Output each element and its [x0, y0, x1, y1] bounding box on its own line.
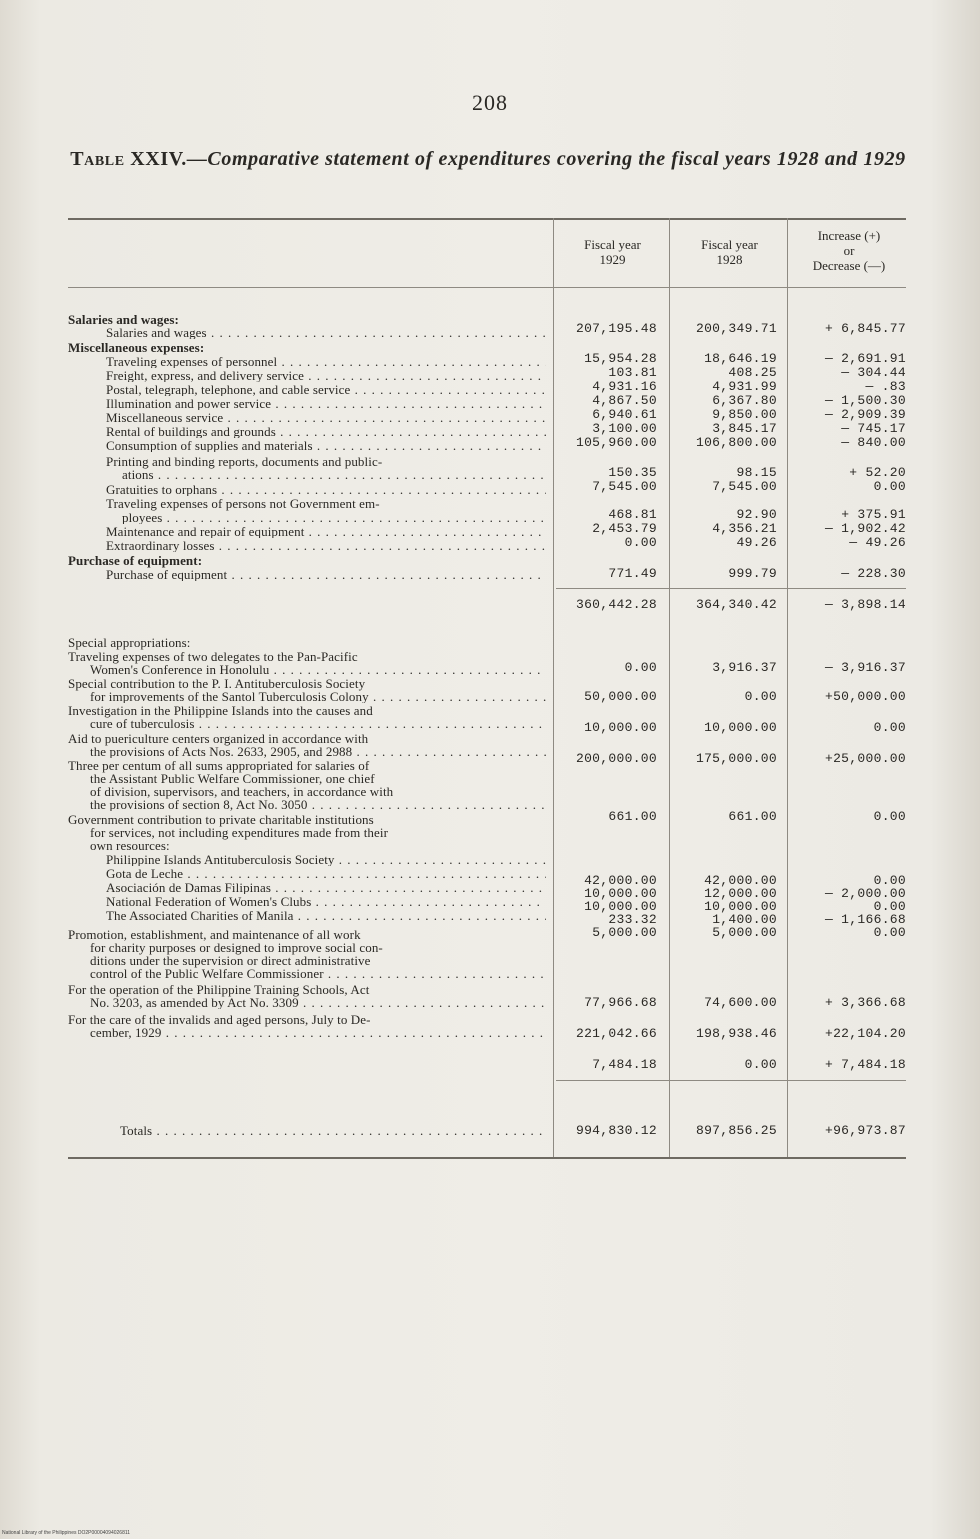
totals-label	[120, 1124, 546, 1137]
section-heading: Purchase of equipment:	[68, 553, 203, 568]
header-line: 1929	[599, 252, 626, 267]
header-line: Fiscal year	[584, 237, 641, 252]
row-label-text: Consumption of supplies and materials . . .	[106, 439, 546, 452]
value-1928: 74,600.00	[704, 995, 777, 1010]
row-label-text: Philippine Islands Antituberculosis Society . . .	[106, 853, 546, 866]
section-heading: Salaries and wages:	[68, 312, 179, 327]
header-line: 1928	[716, 252, 743, 267]
value-change: + 3,366.68	[824, 995, 906, 1010]
header-line: Fiscal year	[701, 237, 758, 252]
row-label	[106, 867, 546, 880]
row-label: Traveling expenses of persons not Government em-	[106, 496, 380, 511]
row-label-text: for improvements of the Santol Tuberculosis Colony . . .	[90, 690, 546, 703]
row-label	[122, 511, 546, 524]
row-label	[106, 326, 546, 339]
value-change: +25,000.00	[824, 751, 906, 766]
row-label-text: the provisions of Acts Nos. 2633, 2905, and 2988 . . .	[90, 745, 546, 758]
row-label-text: Purchase of equipment . . .	[106, 568, 546, 581]
row-label	[106, 881, 546, 894]
row-label	[106, 425, 546, 438]
row-label	[90, 967, 546, 980]
total-change: +96,973.87	[824, 1123, 906, 1138]
value-1929: 10,000.00	[584, 899, 657, 914]
totals-label-text: Totals . . .	[120, 1124, 543, 1137]
caption-title: Comparative statement of expenditures covering the fiscal years 1928 and 1929	[207, 148, 906, 170]
row-label: Investigation in the Philippine Islands into the causes and	[68, 703, 373, 718]
row-label: Traveling expenses of two delegates to the Pan-Pacific	[68, 649, 358, 664]
value-1928: 408.25	[728, 365, 777, 380]
subtotal-change: — 3,898.14	[824, 597, 906, 612]
row-label-text: Gota de Leche . . .	[106, 867, 546, 880]
value-1928: 92.90	[736, 507, 777, 522]
row-label: for charity purposes or designed to improve social con-	[90, 940, 383, 955]
value-1928: 18,646.19	[704, 351, 777, 366]
page-number: 208	[472, 90, 508, 115]
value-1929: 10,000.00	[584, 886, 657, 901]
value-1928: 3,845.17	[712, 421, 777, 436]
value-1929: 4,867.50	[592, 393, 657, 408]
row-label-text: Rental of buildings and grounds . . .	[106, 425, 546, 438]
table-top-rule	[68, 218, 906, 220]
value-change: 0.00	[873, 720, 906, 735]
row-label: Government contribution to private charitable institutions	[68, 812, 374, 827]
total-1929: 994,830.12	[575, 1123, 657, 1138]
row-label	[106, 539, 546, 552]
row-label-text: ployees . . .	[122, 511, 546, 524]
value-1929: 2,453.79	[592, 521, 657, 536]
section-heading: Miscellaneous expenses:	[68, 340, 205, 355]
value-1928: 10,000.00	[704, 899, 777, 914]
value-1928: 42,000.00	[704, 873, 777, 888]
row-label: the Assistant Public Welfare Commissioner, one chief	[90, 771, 375, 786]
value-1929: 150.35	[608, 465, 657, 480]
row-label	[90, 745, 546, 758]
row-label-text: Asociación de Damas Filipinas . . .	[106, 881, 546, 894]
value-change: — 3,916.37	[824, 660, 906, 675]
row-label	[90, 717, 546, 730]
value-change: — 1,500.30	[824, 393, 906, 408]
value-change: — 840.00	[841, 435, 906, 450]
row-label-text: Women's Conference in Honolulu . . .	[90, 663, 546, 676]
value-1928: 10,000.00	[704, 720, 777, 735]
value-1928: 999.79	[728, 566, 777, 581]
row-label	[122, 468, 546, 481]
subtotal-rule	[556, 588, 906, 589]
row-label	[106, 411, 546, 424]
caption-lead: Table XXIV.—	[70, 148, 208, 170]
row-label	[106, 909, 546, 922]
value-1929: 0.00	[624, 535, 657, 550]
value-change: — 304.44	[841, 365, 906, 380]
value-1929: 221,042.66	[575, 1026, 657, 1041]
row-label-text: Postal, telegraph, telephone, and cable service . . .	[106, 383, 546, 396]
value-change: — 745.17	[841, 421, 906, 436]
value-1928: 3,916.37	[712, 660, 777, 675]
row-label-text: Gratuities to orphans . . .	[106, 483, 546, 496]
value-1929: 103.81	[608, 365, 657, 380]
subtotal-1928: 364,340.42	[695, 597, 777, 612]
value-1929: 50,000.00	[584, 689, 657, 704]
value-1928: 98.15	[736, 465, 777, 480]
row-label-text: cember, 1929 . . .	[90, 1026, 546, 1039]
value-change: — 1,166.68	[824, 912, 906, 927]
total-1928: 897,856.25	[695, 1123, 777, 1138]
value-1929: 468.81	[608, 507, 657, 522]
header-line: Decrease (—)	[812, 258, 886, 273]
value-change: 0.00	[873, 873, 906, 888]
value-1929: 4,931.16	[592, 379, 657, 394]
value-1928: 1,400.00	[712, 912, 777, 927]
column-divider	[669, 218, 670, 1157]
row-label: of division, supervisors, and teachers, in accordance with	[90, 784, 394, 799]
value-1929: 5,000.00	[592, 925, 657, 940]
value-1929: 233.32	[608, 912, 657, 927]
value-change: 0.00	[873, 899, 906, 914]
column-divider	[553, 218, 554, 1157]
value-change: + 6,845.77	[824, 321, 906, 336]
row-label-text: the provisions of section 8, Act No. 3050 . . .	[90, 798, 546, 811]
value-1928: 661.00	[728, 809, 777, 824]
value-change: — 1,902.42	[824, 521, 906, 536]
row-label-text: Traveling expenses of personnel . . .	[106, 355, 546, 368]
value-1928: 106,800.00	[695, 435, 777, 450]
subtotal-1929: 360,442.28	[575, 597, 657, 612]
row-label: Special contribution to the P. I. Antituberculosis Society	[68, 676, 366, 691]
value-1929: 771.49	[608, 566, 657, 581]
row-label	[106, 568, 546, 581]
row-label-text: Extraordinary losses . . .	[106, 539, 546, 552]
value-1929: 15,954.28	[584, 351, 657, 366]
value-1928: 7,545.00	[712, 479, 777, 494]
value-1928: 12,000.00	[704, 886, 777, 901]
value-1929: 7,545.00	[592, 479, 657, 494]
row-label: Printing and binding reports, documents and public-	[106, 454, 383, 469]
value-change: — 2,000.00	[824, 886, 906, 901]
value-1928: 0.00	[744, 1057, 777, 1072]
value-change: — 49.26	[849, 535, 906, 550]
value-1929: 661.00	[608, 809, 657, 824]
value-change: + 375.91	[841, 507, 906, 522]
value-change: +22,104.20	[824, 1026, 906, 1041]
value-1928: 6,367.80	[712, 393, 777, 408]
value-1928: 198,938.46	[695, 1026, 777, 1041]
value-1929: 10,000.00	[584, 720, 657, 735]
column-header-1928	[672, 237, 787, 267]
value-change: — 2,909.39	[824, 407, 906, 422]
value-1928: 49.26	[736, 535, 777, 550]
row-label-text: National Federation of Women's Clubs . . .	[106, 895, 546, 908]
row-label-text: control of the Public Welfare Commissioner . . .	[90, 967, 546, 980]
value-1928: 5,000.00	[712, 925, 777, 940]
value-1929: 77,966.68	[584, 995, 657, 1010]
row-label	[90, 798, 546, 811]
row-label	[106, 895, 546, 908]
value-1929: 6,940.61	[592, 407, 657, 422]
row-label: Three per centum of all sums appropriated for salaries of	[68, 758, 370, 773]
value-1929: 207,195.48	[575, 321, 657, 336]
table-caption	[68, 144, 908, 174]
section-heading: Special appropriations:	[68, 635, 191, 650]
value-1928: 4,356.21	[712, 521, 777, 536]
value-1929: 42,000.00	[584, 873, 657, 888]
column-header-change	[790, 228, 908, 273]
row-label-text: No. 3203, as amended by Act No. 3309 . . .	[90, 996, 546, 1009]
row-label: Promotion, establishment, and maintenance of all work	[68, 927, 361, 942]
row-label	[90, 663, 546, 676]
row-label-text: ations . . .	[122, 468, 545, 481]
row-label-text: Salaries and wages . . .	[106, 326, 546, 339]
row-label	[90, 690, 546, 703]
row-label-text: Miscellaneous service . . .	[106, 411, 546, 424]
value-1928: 0.00	[744, 689, 777, 704]
column-header-1929	[556, 237, 669, 267]
totals-rule	[556, 1080, 906, 1081]
row-label	[106, 853, 546, 866]
column-divider	[787, 218, 788, 1157]
value-change: +50,000.00	[824, 689, 906, 704]
footer-attribution: National Library of the Philippines DO2P00004094026811	[2, 1530, 131, 1536]
header-line: Increase (+)	[817, 228, 881, 243]
row-label	[106, 397, 546, 410]
value-change: 0.00	[873, 479, 906, 494]
value-change: — 2,691.91	[824, 351, 906, 366]
row-label: own resources:	[90, 838, 170, 853]
row-label: for services, not including expenditures made from their	[90, 825, 389, 840]
value-1929: 105,960.00	[575, 435, 657, 450]
row-label: For the operation of the Philippine Training Schools, Act	[68, 982, 370, 997]
row-label	[106, 369, 546, 382]
row-label	[106, 439, 546, 452]
value-change: + 52.20	[849, 465, 906, 480]
row-label: Aid to puericulture centers organized in accordance with	[68, 731, 369, 746]
value-1929: 200,000.00	[575, 751, 657, 766]
value-1928: 200,349.71	[695, 321, 777, 336]
row-label-text: Freight, express, and delivery service . . .	[106, 369, 546, 382]
value-1928: 9,850.00	[712, 407, 777, 422]
table-header-rule	[68, 287, 906, 288]
row-label-text: cure of tuberculosis . . .	[90, 717, 546, 730]
row-label	[106, 525, 546, 538]
row-label: ditions under the supervision or direct administrative	[90, 953, 371, 968]
row-label-text: Maintenance and repair of equipment . . .	[106, 525, 546, 538]
header-line: or	[843, 243, 855, 258]
row-label	[90, 996, 546, 1009]
row-label	[106, 355, 546, 368]
row-label: For the care of the invalids and aged persons, July to De-	[68, 1012, 371, 1027]
table-bottom-rule	[68, 1157, 906, 1159]
value-1928: 175,000.00	[695, 751, 777, 766]
row-label	[106, 383, 546, 396]
value-change: 0.00	[873, 925, 906, 940]
value-1929: 3,100.00	[592, 421, 657, 436]
row-label	[90, 1026, 546, 1039]
row-label-text: Illumination and power service . . .	[106, 397, 546, 410]
value-change: — 228.30	[841, 566, 906, 581]
value-1929: 7,484.18	[592, 1057, 657, 1072]
value-change: — .83	[865, 379, 906, 394]
value-change: 0.00	[873, 809, 906, 824]
value-change: + 7,484.18	[824, 1057, 906, 1072]
value-1929: 0.00	[624, 660, 657, 675]
row-label	[106, 483, 546, 496]
value-1928: 4,931.99	[712, 379, 777, 394]
row-label-text: The Associated Charities of Manila . . .	[106, 909, 546, 922]
